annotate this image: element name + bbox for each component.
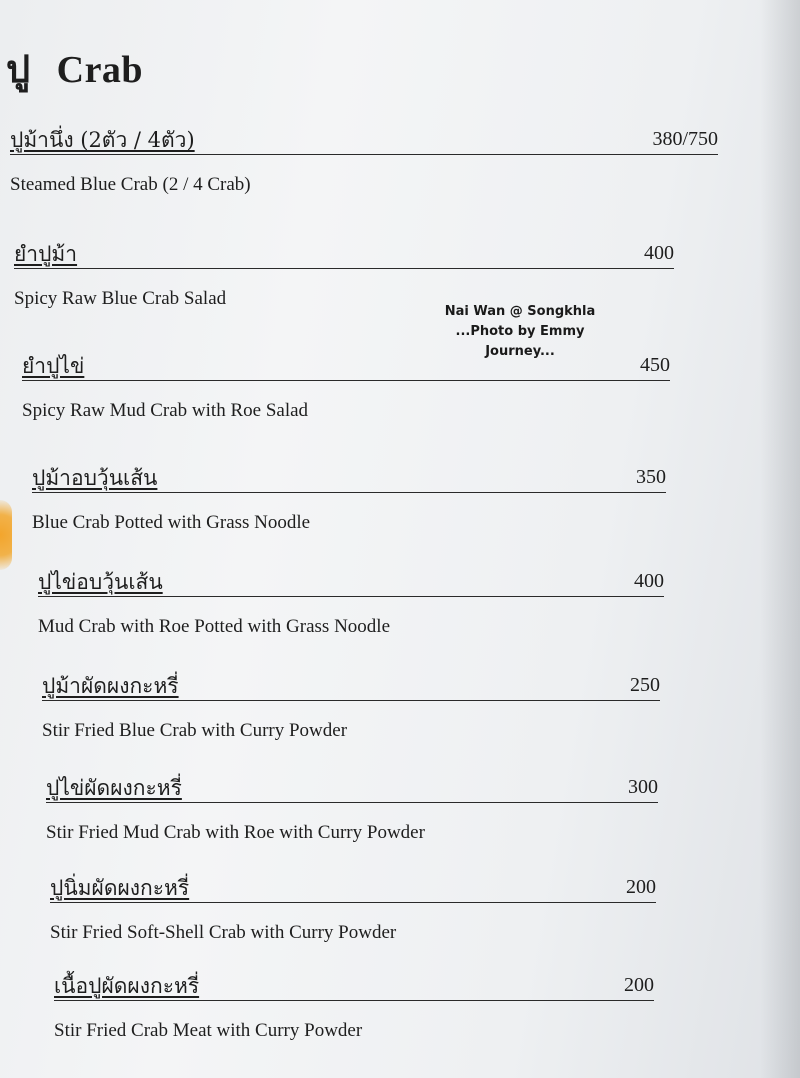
menu-item-price: 380/750 (652, 128, 718, 150)
menu-item-english-name: Blue Crab Potted with Grass Noodle (32, 512, 311, 533)
menu-item-thai-name: ปูไข่อบวุ้นเส้น (38, 570, 163, 594)
menu-item-row (14, 238, 674, 269)
menu-item (22, 350, 670, 423)
menu-item-thai-name: ปูนิ่มผัดผงกะหรี่ (50, 876, 190, 900)
menu-item-thai-name: ปูม้าอบวุ้นเส้น (32, 466, 158, 490)
menu-section-title (6, 38, 143, 99)
menu-item-price: 200 (624, 974, 654, 996)
menu-item-price: 250 (630, 674, 660, 696)
page-shadow (760, 0, 800, 1078)
menu-item-english-name: Stir Fried Crab Meat with Curry Powder (54, 1020, 363, 1041)
menu-item-english-name: Stir Fried Mud Crab with Roe with Curry Powder (46, 822, 425, 843)
menu-item-price: 400 (634, 570, 664, 592)
menu-item-english-name: Spicy Raw Blue Crab Salad (14, 288, 227, 309)
menu-item-row (50, 872, 656, 903)
menu-item-price: 200 (626, 876, 656, 898)
menu-item-english-name: Mud Crab with Roe Potted with Grass Noodle (38, 616, 391, 637)
menu-item (42, 670, 660, 743)
menu-item (14, 238, 674, 311)
menu-item (10, 124, 718, 197)
menu-item-thai-name: ยำปูม้า (14, 242, 78, 266)
section-title-thai: ปู (6, 49, 31, 91)
menu-item-row (46, 772, 658, 803)
page-edge-highlight (0, 500, 12, 570)
menu-item-thai-name: ปูม้าผัดผงกะหรี่ (42, 674, 179, 698)
menu-item-row (38, 566, 664, 597)
menu-item (46, 772, 658, 845)
menu-item-price: 300 (628, 776, 658, 798)
section-title-english: Crab (56, 49, 144, 91)
menu-item-thai-name: เนื้อปูผัดผงกะหรี่ (54, 974, 200, 998)
menu-item (50, 872, 656, 945)
menu-item (32, 462, 666, 535)
watermark-line-1: Nai Wan @ Songkhla (444, 304, 596, 319)
menu-item-price: 450 (640, 354, 670, 376)
menu-item-thai-name: ปูม้านึ่ง (2ตัว / 4ตัว) (10, 128, 195, 152)
menu-item-english-name: Spicy Raw Mud Crab with Roe Salad (22, 400, 309, 421)
menu-item-row (32, 462, 666, 493)
menu-item-row (10, 124, 718, 155)
menu-item-row (22, 350, 670, 381)
menu-item-thai-name: ปูไข่ผัดผงกะหรี่ (46, 776, 182, 800)
menu-item-price: 350 (636, 466, 666, 488)
menu-item (54, 970, 654, 1043)
menu-item (38, 566, 664, 639)
menu-item-row (42, 670, 660, 701)
menu-item-row (54, 970, 654, 1001)
menu-item-english-name: Stir Fried Soft-Shell Crab with Curry Powder (50, 922, 397, 943)
menu-item-english-name: Stir Fried Blue Crab with Curry Powder (42, 720, 348, 741)
menu-item-english-name: Steamed Blue Crab (2 / 4 Crab) (10, 174, 251, 195)
menu-item-thai-name: ยำปูไข่ (22, 354, 85, 378)
menu-item-price: 400 (644, 242, 674, 264)
watermark-line-2: ...Photo by Emmy Journey... (455, 324, 585, 359)
